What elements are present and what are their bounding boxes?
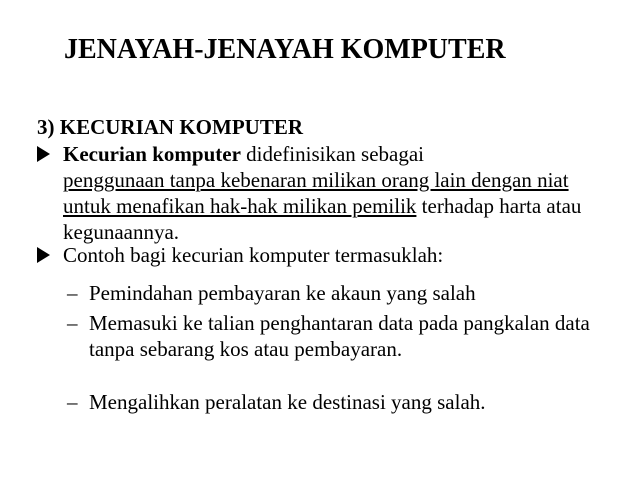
section-heading: 3) KECURIAN KOMPUTER	[37, 115, 303, 139]
definition-underlined: penggunaan tanpa kebenaran milikan orang lain dengan niat untuk menafikan hak-hak milikan pemilik	[63, 168, 569, 218]
definition-lead: didefinisikan sebagai	[240, 142, 425, 166]
bullet-examples	[37, 242, 597, 268]
list-item	[67, 310, 607, 362]
list-item	[67, 389, 607, 415]
list-item-text: Mengalihkan peralatan ke destinasi yang salah.	[89, 390, 486, 414]
list-item	[67, 280, 607, 306]
list-item-text: Pemindahan pembayaran ke akaun yang salah	[89, 281, 476, 305]
dash-marker: –	[67, 311, 78, 335]
bullet-definition	[37, 141, 597, 245]
bullet-definition-text	[37, 141, 597, 245]
dash-marker: –	[67, 281, 78, 305]
dash-marker: –	[67, 390, 78, 414]
list-item-text: Memasuki ke talian penghantaran data pada pangkalan data tanpa sebarang kos atau pembayaran.	[89, 311, 590, 361]
definition-rest: terhadap harta atau kegunaannya.	[63, 194, 582, 244]
bullet-examples-text: Contoh bagi kecurian komputer termasuklah:	[63, 243, 444, 267]
slide-title: JENAYAH-JENAYAH KOMPUTER	[64, 34, 506, 65]
definition-term: Kecurian komputer	[63, 142, 241, 166]
arrow-right-icon	[37, 146, 50, 162]
arrow-right-icon	[37, 247, 50, 263]
